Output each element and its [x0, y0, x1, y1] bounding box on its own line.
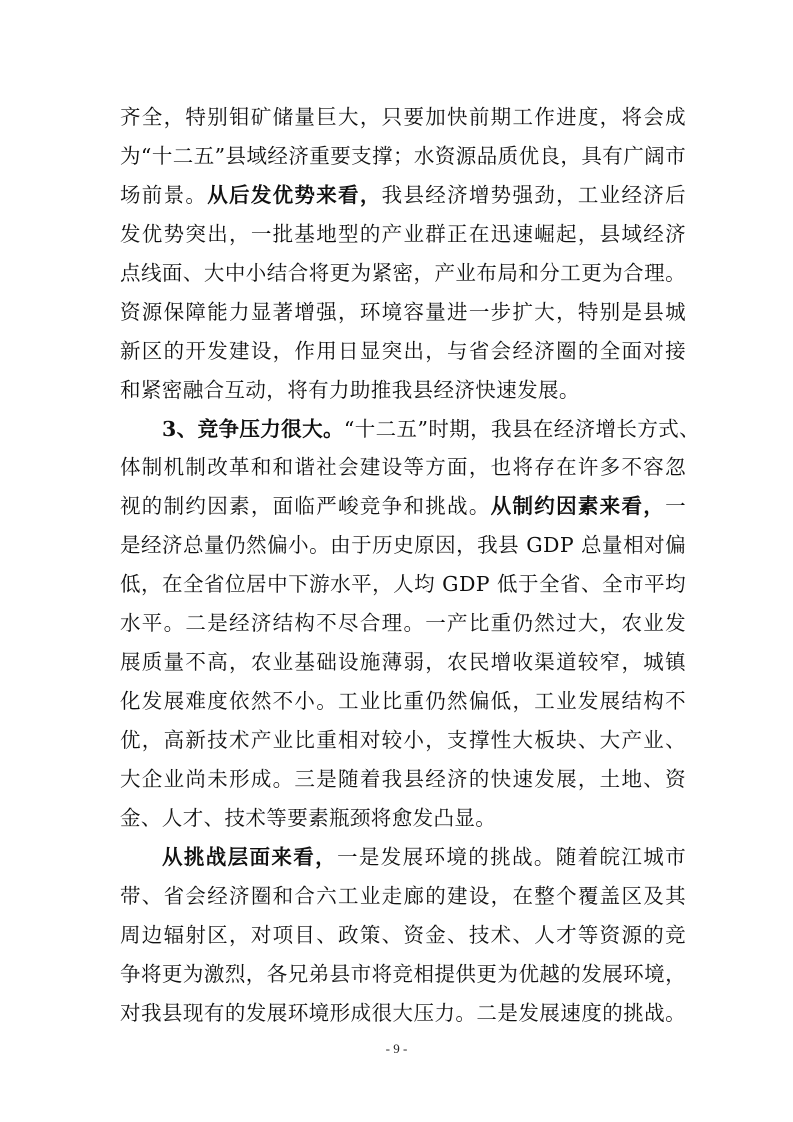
text-segment: 大企业尚未形成。三是随着我县经济的快速发展，土地、资 — [120, 766, 686, 791]
text-line — [120, 137, 686, 176]
text-line — [120, 526, 686, 565]
text-line — [120, 994, 686, 1033]
bold-heading-text: 从后发优势来看， — [207, 182, 382, 207]
text-segment: 化发展难度依然不小。工业比重仍然偏低，工业发展结构不 — [120, 689, 686, 714]
text-line — [120, 916, 686, 955]
text-segment: 带、省会经济圈和合六工业走廊的建设，在整个覆盖区及其 — [120, 883, 686, 908]
text-segment: 发优势突出，一批基地型的产业群正在迅速崛起，县域经济 — [120, 221, 686, 246]
text-segment: 为“十二五”县域经济重要支撑；水资源品质优良，具有广阔市 — [120, 143, 686, 168]
body-text — [120, 98, 701, 1033]
text-segment: 低，在全省位居中下游水平，人均 GDP 低于全省、全市平均 — [120, 572, 686, 597]
text-line — [120, 332, 686, 371]
text-line — [120, 410, 701, 449]
text-segment: 金、人才、技术等要素瓶颈将愈发凸显。 — [120, 805, 497, 830]
text-line — [120, 604, 686, 643]
text-segment: 争将更为激烈，各兄弟县市将竞相提供更为优越的发展环境， — [120, 961, 686, 986]
text-line — [120, 799, 686, 838]
text-segment: 对我县现有的发展环境形成很大压力。二是发展速度的挑战。 — [120, 1000, 686, 1025]
text-line — [120, 176, 686, 215]
page-number: - 9 - — [385, 1041, 408, 1056]
text-segment: 视的制约因素，面临严峻竞争和挑战。 — [120, 494, 491, 519]
text-segment: 我县经济增势强劲，工业经济后 — [381, 182, 686, 207]
text-segment: 周边辐射区，对项目、政策、资金、技术、人才等资源的竞 — [120, 922, 686, 947]
text-segment: 场前景。 — [120, 182, 208, 207]
text-segment: 展质量不高，农业基础设施薄弱，农民增收渠道较窄，城镇 — [120, 650, 686, 675]
text-line — [120, 215, 686, 254]
text-segment: 优，高新技术产业比重相对较小，支撑性大板块、大产业、 — [120, 728, 686, 752]
text-segment: 是经济总量仍然偏小。由于历史原因，我县 GDP 总量相对偏 — [120, 533, 686, 558]
text-line — [120, 487, 686, 526]
bold-heading-text: 从制约因素来看， — [490, 494, 666, 519]
text-line — [120, 293, 686, 332]
text-line — [120, 565, 686, 604]
text-line — [120, 371, 686, 410]
text-line — [120, 254, 686, 293]
text-segment: 新区的开发建设，作用日显突出，与省会经济圈的全面对接 — [120, 338, 686, 363]
text-line — [120, 98, 686, 137]
text-line — [120, 721, 686, 760]
bold-heading-text: 从挑战层面来看， — [162, 844, 337, 869]
text-line — [120, 448, 686, 487]
bold-heading-text: 3、竞争压力很大。 — [162, 416, 344, 441]
text-line — [120, 877, 686, 916]
text-segment: “十二五”时期，我县在经济增长方式、 — [343, 416, 701, 441]
text-line — [120, 955, 686, 994]
text-segment: 点线面、大中小结合将更为紧密，产业布局和分工更为合理。 — [120, 260, 686, 285]
text-segment: 一是发展环境的挑战。随着皖江城市 — [337, 844, 687, 869]
text-line — [120, 838, 686, 877]
text-line — [120, 643, 686, 682]
text-segment: 资源保障能力显著增强，环境容量进一步扩大，特别是县城 — [120, 299, 686, 324]
text-segment: 齐全，特别钼矿储量巨大，只要加快前期工作进度，将会成 — [120, 105, 686, 129]
text-segment: 水平。二是经济结构不尽合理。一产比重仍然过大，农业发 — [120, 611, 686, 636]
text-line — [120, 682, 686, 721]
text-line — [120, 760, 686, 799]
text-segment: 体制机制改革和和谐社会建设等方面，也将存在许多不容忽 — [120, 455, 686, 480]
text-segment: 和紧密融合互动，将有力助推我县经济快速发展。 — [120, 377, 580, 402]
text-segment: 一 — [665, 494, 686, 519]
